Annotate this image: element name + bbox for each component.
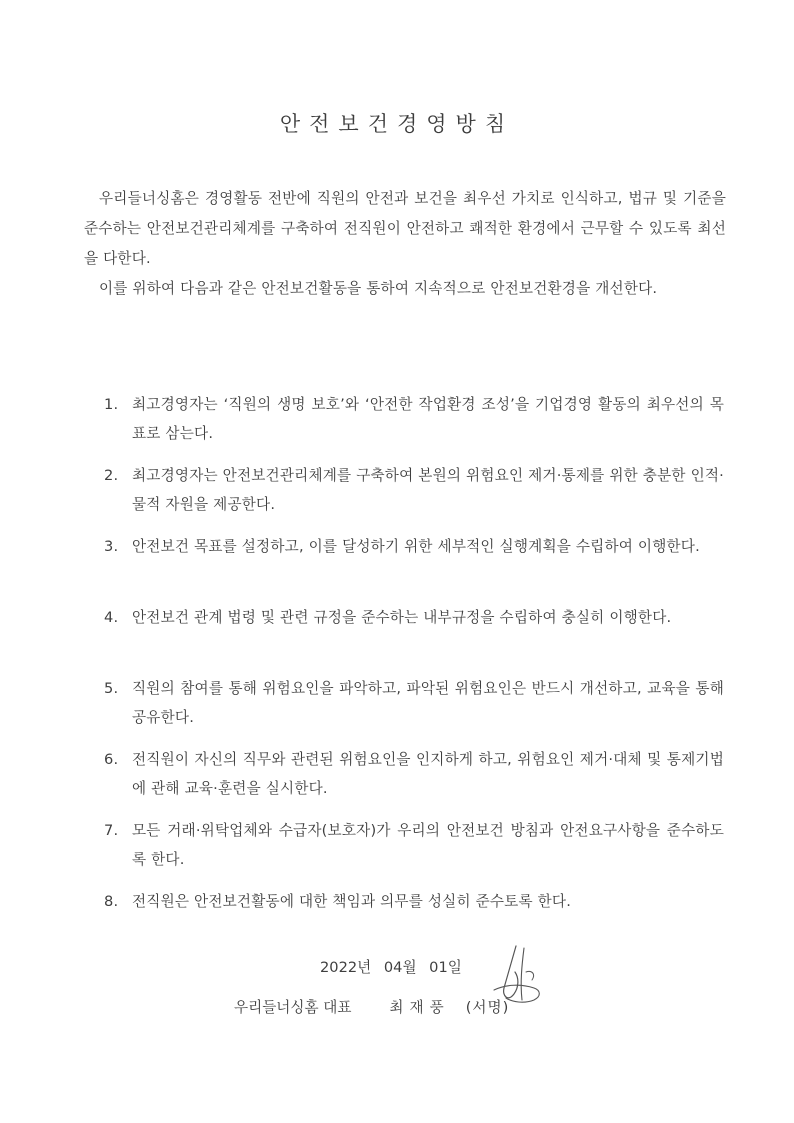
policy-text: 모든 거래·위탁업체와 수급자(보호자)가 우리의 안전보건 방침과 안전요구사항을 준수하도록 한다.	[132, 822, 724, 868]
policy-item-6	[100, 745, 724, 803]
signer-name: 최재풍	[389, 999, 450, 1016]
intro-paragraph-1: 우리들너싱홈은 경영활동 전반에 직원의 안전과 보건을 최우선 가치로 인식하고, 법규 및 기준을 준수하는 안전보건관리체계를 구축하여 전직원이 안전하고 쾌적한 환경에서 근무할 수 있도록 최선을 다한다.	[84, 190, 726, 267]
policy-item-7	[100, 816, 724, 874]
policy-number: 6.	[104, 751, 119, 768]
sign-label: (서명)	[465, 999, 510, 1016]
handwritten-signature	[486, 942, 548, 1012]
document-title: 안전보건경영방침	[279, 112, 515, 136]
policy-number: 8.	[104, 893, 119, 910]
policy-number: 4.	[104, 609, 119, 626]
policy-number: 3.	[104, 538, 119, 555]
policy-item-3	[100, 532, 724, 590]
policy-item-5	[100, 674, 724, 732]
intro-paragraph-2: 이를 위하여 다음과 같은 안전보건활동을 통하여 지속적으로 안전보건환경을 개선한다.	[99, 280, 658, 297]
policy-list	[100, 390, 724, 929]
policy-number: 7.	[104, 822, 119, 839]
policy-text: 최고경영자는 ‘직원의 생명 보호’와 ‘안전한 작업환경 조성’을 기업경영 활동의 최우선의 목표로 삼는다.	[132, 396, 724, 442]
signer-organization: 우리들너싱홈 대표	[234, 999, 352, 1016]
document-date: 2022년 04월 01일	[320, 959, 462, 976]
policy-text: 안전보건 관계 법령 및 관련 규정을 준수하는 내부규정을 수립하여 충실히 이행한다.	[132, 609, 672, 626]
policy-number: 5.	[104, 680, 119, 697]
policy-item-8	[100, 887, 724, 916]
policy-item-4	[100, 603, 724, 661]
policy-text: 전직원이 자신의 직무와 관련된 위험요인을 인지하게 하고, 위험요인 제거·대체 및 통제기법에 관해 교육·훈련을 실시한다.	[132, 751, 724, 797]
signer-line	[234, 996, 509, 1017]
policy-text: 직원의 참여를 통해 위험요인을 파악하고, 파악된 위험요인은 반드시 개선하고, 교육을 통해 공유한다.	[132, 680, 724, 726]
policy-item-1	[100, 390, 724, 448]
policy-item-2	[100, 461, 724, 519]
policy-number: 2.	[104, 467, 119, 484]
policy-text: 전직원은 안전보건활동에 대한 책임과 의무를 성실히 준수토록 한다.	[132, 893, 572, 910]
intro-section	[84, 184, 726, 304]
policy-text: 안전보건 목표를 설정하고, 이를 달성하기 위한 세부적인 실행계획을 수립하여 이행한다.	[132, 538, 700, 555]
policy-number: 1.	[104, 396, 119, 413]
policy-text: 최고경영자는 안전보건관리체계를 구축하여 본원의 위험요인 제거·통제를 위한 충분한 인적·물적 자원을 제공한다.	[132, 467, 724, 513]
